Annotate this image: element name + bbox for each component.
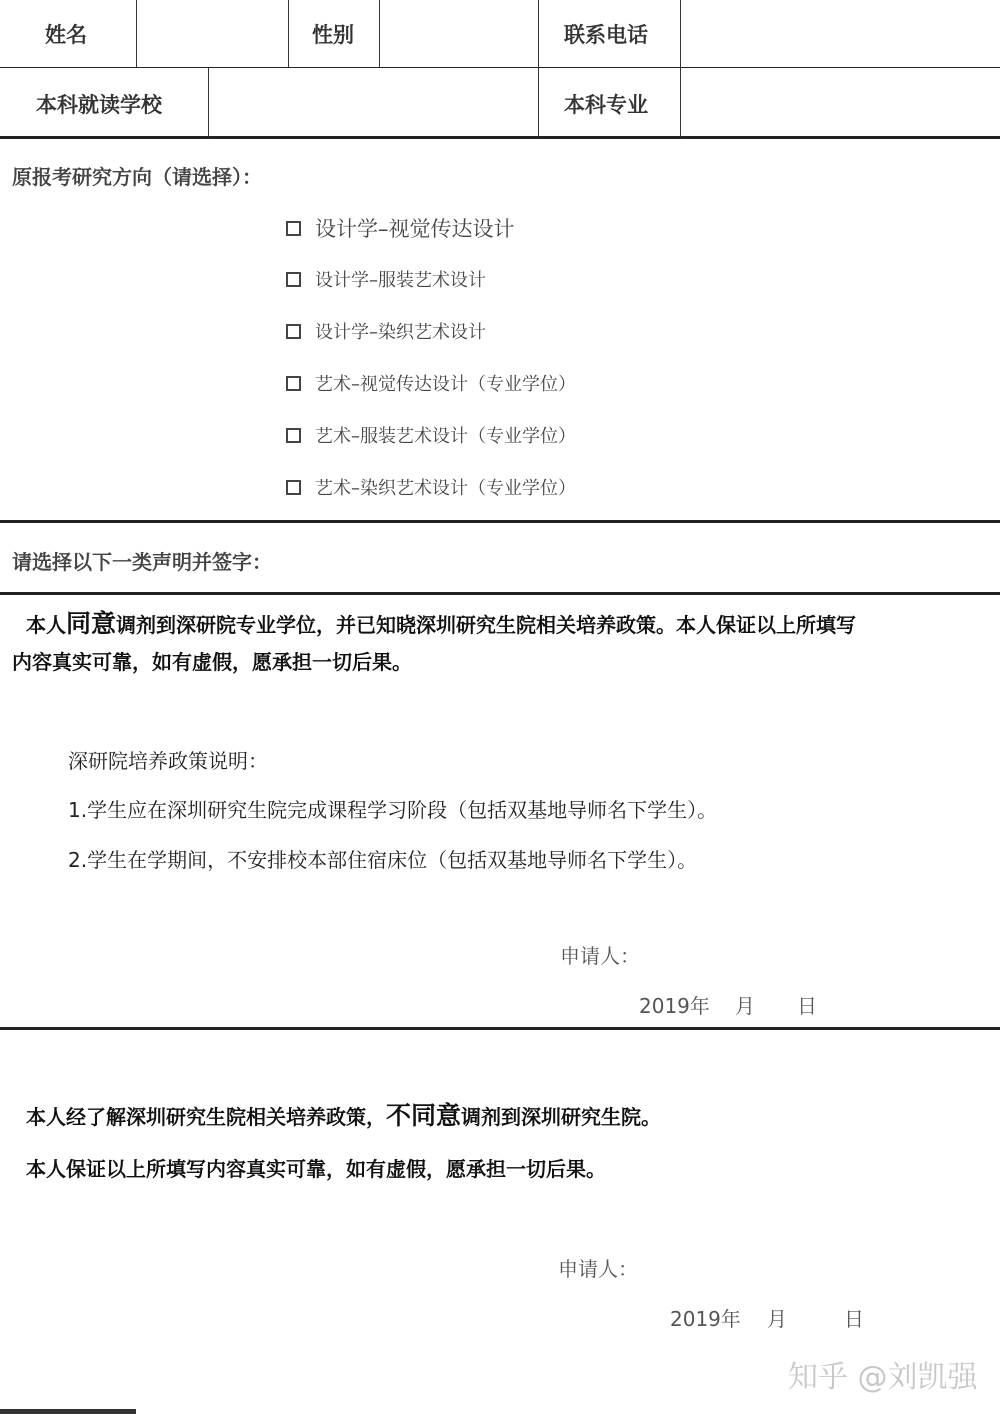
checkbox-icon[interactable] <box>286 324 301 339</box>
table-col-divider <box>538 0 539 137</box>
direction-option-label: 艺术–服装艺术设计（专业学位） <box>315 426 576 447</box>
table-bottom-border <box>0 136 1000 139</box>
checkbox-icon[interactable] <box>286 221 301 236</box>
table-col-divider <box>288 0 289 67</box>
checkbox-icon[interactable] <box>286 272 301 287</box>
declaration-title: 请选择以下一类声明并签字： <box>12 550 272 574</box>
date-day: 日 <box>797 994 817 1018</box>
direction-option-label: 艺术–视觉传达设计（专业学位） <box>315 374 576 395</box>
school-label: 本科就读学校 <box>36 93 162 117</box>
direction-option[interactable] <box>286 266 486 292</box>
date-day: 日 <box>844 1307 864 1331</box>
gender-field[interactable] <box>381 0 537 66</box>
direction-option-label: 设计学–染织艺术设计 <box>315 322 486 343</box>
school-field[interactable] <box>210 69 537 135</box>
policy-item: 1.学生应在深圳研究生院完成课程学习阶段（包括双基地导师名下学生）。 <box>68 798 718 822</box>
agree-statement-line2: 内容真实可靠，如有虚假，愿承担一切后果。 <box>12 650 412 674</box>
applicant-label: 申请人： <box>560 944 640 968</box>
major-field[interactable] <box>682 69 1000 135</box>
agree-statement <box>26 604 856 640</box>
checkbox-icon[interactable] <box>286 376 301 391</box>
table-col-divider <box>208 68 209 137</box>
table-col-divider <box>136 0 137 67</box>
agree-post: 调剂到深研院专业学位，并已知晓深圳研究生院相关培养政策。本人保证以上所填写 <box>116 613 857 637</box>
date-month: 月 <box>767 1307 787 1331</box>
name-label: 姓名 <box>45 23 87 47</box>
applicant-signature-field[interactable] <box>640 932 940 972</box>
direction-option[interactable] <box>286 422 576 448</box>
direction-option[interactable] <box>286 213 515 243</box>
watermark: 知乎 @刘凯强 <box>788 1360 978 1395</box>
table-col-divider <box>379 0 380 67</box>
date-year: 2019年 <box>639 994 710 1018</box>
bottom-edge <box>0 1409 136 1414</box>
phone-label: 联系电话 <box>564 23 648 47</box>
disagree-keyword: 不同意 <box>386 1101 462 1130</box>
section-divider <box>0 592 1000 595</box>
applicant-label: 申请人： <box>558 1257 638 1281</box>
direction-option[interactable] <box>286 474 576 500</box>
direction-option[interactable] <box>286 318 486 344</box>
direction-option-label: 艺术–染织艺术设计（专业学位） <box>315 478 576 499</box>
gender-label: 性别 <box>312 23 354 47</box>
phone-field[interactable] <box>682 0 1000 66</box>
major-label: 本科专业 <box>564 93 648 117</box>
agree-pre: 本人 <box>26 613 66 637</box>
name-field[interactable] <box>138 0 287 66</box>
checkbox-icon[interactable] <box>286 480 301 495</box>
policy-item: 2.学生在学期间，不安排校本部住宿床位（包括双基地导师名下学生）。 <box>68 848 698 872</box>
applicant-signature-field[interactable] <box>640 1245 940 1285</box>
disagree-pre: 本人经了解深圳研究生院相关培养政策， <box>26 1105 386 1129</box>
direction-option-label: 设计学–服装艺术设计 <box>315 270 486 291</box>
policy-title: 深研院培养政策说明： <box>68 749 268 773</box>
date-month: 月 <box>735 994 755 1018</box>
disagree-statement <box>26 1096 661 1132</box>
section-divider <box>0 1027 1000 1030</box>
table-row-divider <box>0 67 1000 68</box>
direction-title: 原报考研究方向（请选择）： <box>12 165 262 189</box>
disagree-statement-line2: 本人保证以上所填写内容真实可靠，如有虚假，愿承担一切后果。 <box>26 1157 606 1181</box>
direction-option[interactable] <box>286 370 576 396</box>
checkbox-icon[interactable] <box>286 428 301 443</box>
disagree-post: 调剂到深圳研究生院。 <box>461 1105 662 1129</box>
agree-keyword: 同意 <box>66 609 117 638</box>
table-col-divider <box>680 0 681 137</box>
section-divider <box>0 520 1000 523</box>
date-year: 2019年 <box>670 1307 741 1331</box>
direction-option-label: 设计学–视觉传达设计 <box>315 217 515 241</box>
